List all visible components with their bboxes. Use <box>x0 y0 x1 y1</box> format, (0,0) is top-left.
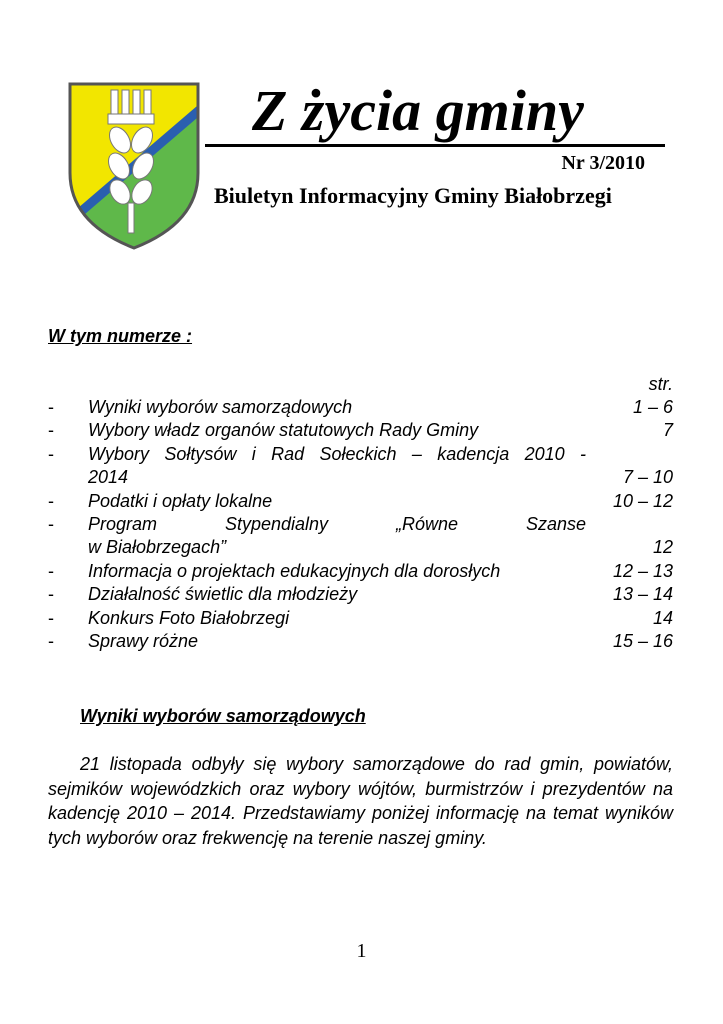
toc-item <box>48 513 673 560</box>
toc-item-title-line: Sprawy różne <box>88 631 199 652</box>
toc-item-title <box>88 630 586 653</box>
issue-number: Nr 3/2010 <box>561 152 645 174</box>
toc-item <box>48 396 673 419</box>
toc-item-title-line: Wybory Sołtysów i Rad Sołeckich – kadencja 2010 - <box>88 443 586 464</box>
toc-item-bullet: - <box>48 420 54 441</box>
toc-item-title-line: Konkurs Foto Białobrzegi <box>88 607 290 628</box>
toc-item <box>48 443 673 490</box>
toc-item-title-line: Wybory władz organów statutowych Rady Gminy <box>88 420 479 441</box>
toc-item <box>48 630 673 653</box>
toc-item-title-line: Działalność świetlic dla młodzieży <box>88 584 358 605</box>
toc-item-bullet: - <box>48 443 54 464</box>
toc-item <box>48 607 673 630</box>
toc-item-title <box>88 560 586 583</box>
toc-item-title-line: 2014 <box>88 467 129 488</box>
toc-item <box>48 490 673 513</box>
toc-item-title <box>88 583 586 606</box>
toc-page-label: str. <box>648 374 673 394</box>
toc-item-title <box>88 396 586 419</box>
toc-item-page: 7 – 10 <box>622 467 673 488</box>
toc-item-title <box>88 490 586 513</box>
toc-item-bullet: - <box>48 560 54 581</box>
toc-item-title <box>88 607 586 630</box>
toc-heading: W tym numerze : <box>48 326 193 346</box>
toc-item-bullet: - <box>48 397 54 417</box>
table-of-contents <box>48 396 673 653</box>
section-heading: Wyniki wyborów samorządowych <box>80 706 366 726</box>
toc-item-title <box>88 443 586 490</box>
toc-item-title <box>88 419 586 442</box>
section-paragraph: 21 listopada odbyły się wybory samorządowe do rad gmin, powiatów, sejmików wojewódzkich oraz wybory wójtów, burmistrzów i prezydentów na kadencję 2010 – 2014. Przedstawiamy poniżej informację na temat wyników tych wyborów oraz frekwencję na terenie naszej gminy. <box>48 754 673 848</box>
toc-item-page: 13 – 14 <box>612 584 673 605</box>
toc-item-page: 12 <box>652 537 673 558</box>
coat-of-arms <box>64 78 204 253</box>
toc-item-title-line: Wyniki wyborów samorządowych <box>88 397 353 417</box>
toc-item-page: 12 – 13 <box>612 560 673 581</box>
toc-item-title-line: w Białobrzegach” <box>88 537 227 558</box>
toc-item-title-line: Informacja o projektach edukacyjnych dla dorosłych <box>88 560 501 581</box>
toc-item-page: 1 – 6 <box>632 397 673 417</box>
page-number: 1 <box>356 940 367 962</box>
title-rule <box>205 144 665 147</box>
toc-item-page: 14 <box>652 607 673 628</box>
toc-item-title <box>88 513 586 560</box>
toc-item-bullet: - <box>48 607 54 628</box>
toc-item-page: 10 – 12 <box>612 490 673 511</box>
toc-item-bullet: - <box>48 514 54 535</box>
toc-item-bullet: - <box>48 490 54 511</box>
toc-item-title-line: Podatki i opłaty lokalne <box>88 490 273 511</box>
toc-item-bullet: - <box>48 631 54 652</box>
toc-item <box>48 583 673 606</box>
bulletin-subtitle: Biuletyn Informacyjny Gminy Białobrzegi <box>214 183 612 208</box>
toc-item-page: 15 – 16 <box>612 631 673 652</box>
toc-item-title-line: Program Stypendialny „Równe Szanse <box>88 514 586 535</box>
bulletin-title: Z życia gminy <box>252 78 584 143</box>
toc-item <box>48 560 673 583</box>
toc-item-bullet: - <box>48 584 54 605</box>
toc-item <box>48 419 673 442</box>
toc-item-page: 7 <box>662 420 673 441</box>
